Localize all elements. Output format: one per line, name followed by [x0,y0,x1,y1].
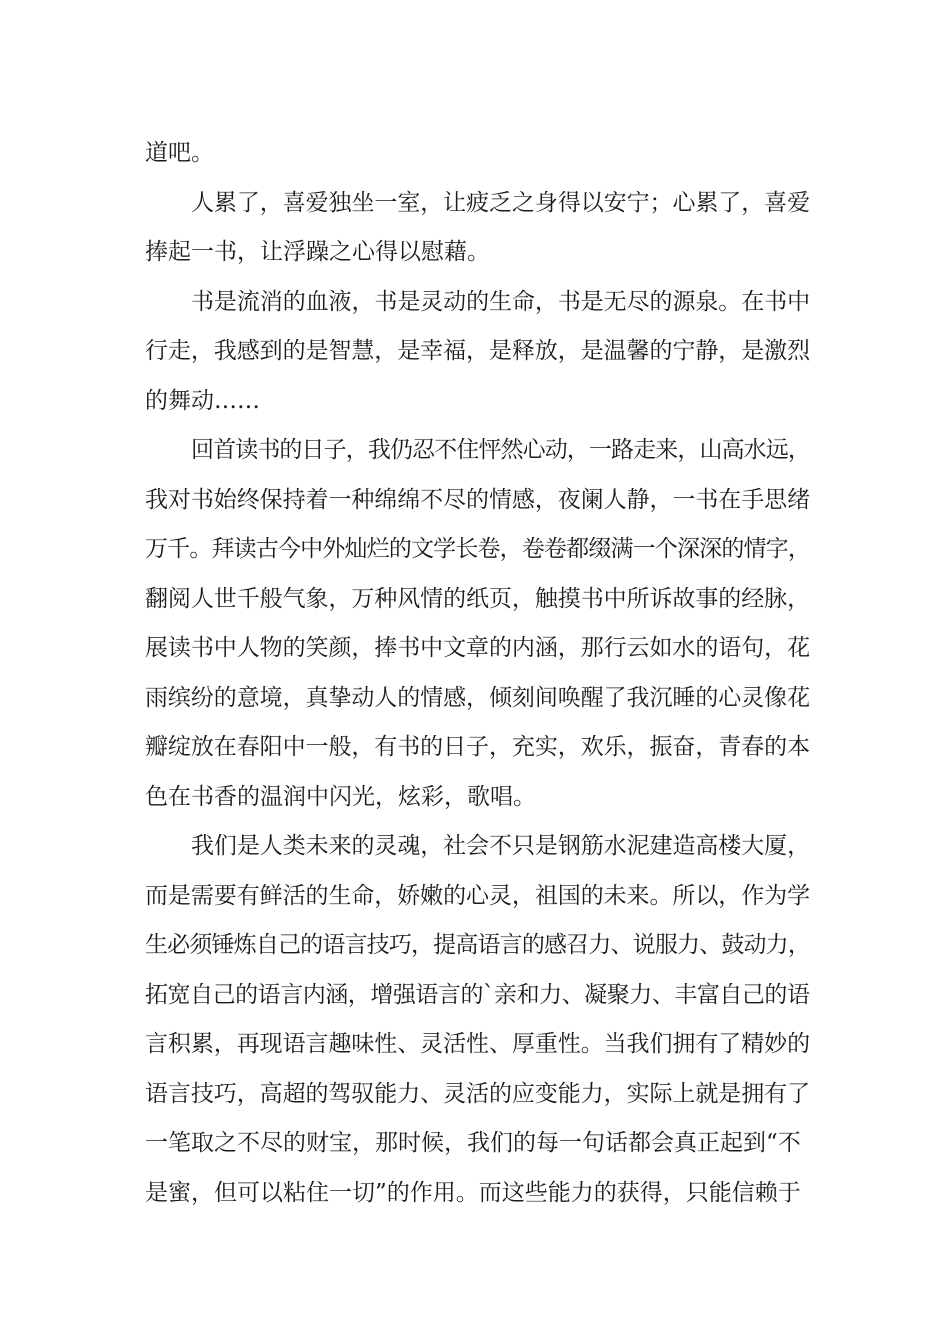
text-line: 行走，我感到的是智慧，是幸福，是释放，是温馨的宁静，是激烈 [145,338,811,364]
text-line: 语言技巧，高超的驾驭能力、灵活的应变能力，实际上就是拥有了 [145,1080,811,1107]
document-body [145,129,810,1218]
text-line: 而是需要有鲜活的生命，娇嫩的心灵，祖国的未来。所以，作为学 [145,882,811,909]
paragraph-4 [145,426,810,822]
text-line: 的舞动…… [145,387,260,414]
text-line: 我们是人类未来的灵魂，社会不只是钢筋水泥建造高楼大厦， [191,833,811,859]
text-line: 生必须锤炼自己的语言技巧，提高语言的感召力、说服力、鼓动力， [145,932,811,958]
text-line: 言积累，再现语言趣味性、灵活性、厚重性。当我们拥有了精妙的 [145,1031,811,1057]
text-line: 拓宽自己的语言内涵，增强语言的`亲和力、凝聚力、丰富自己的语 [145,981,810,1008]
text-line: 回首读书的日子，我仍忍不住怦然心动，一路走来，山高水远， [191,437,811,463]
paragraph-1 [145,129,810,179]
text-line: 一笔取之不尽的财宝，那时候，我们的每一句话都会真正起到“不 [145,1130,801,1156]
text-line: 人累了，喜爱独坐一室，让疲乏之身得以安宁；心累了，喜爱 [191,189,811,216]
text-line: 瓣绽放在春阳中一般，有书的日子，充实，欢乐，振奋，青春的本 [145,734,811,760]
text-line: 捧起一书，让浮躁之心得以慰藉。 [145,239,490,265]
text-line: 我对书始终保持着一种绵绵不尽的情感，夜阑人静，一书在手思绪 [145,486,811,513]
text-line: 书是流消的血液，书是灵动的生命，书是无尽的源泉。在书中 [191,288,811,315]
text-line: 翻阅人世千般气象，万种风情的纸页，触摸书中所诉故事的经脉， [145,585,811,612]
paragraph-5 [145,822,810,1218]
paragraph-3 [145,278,810,427]
text-line: 万千。拜读古今中外灿烂的文学长卷，卷卷都缀满一个深深的情字， [145,536,811,562]
text-line: 道吧。 [145,140,214,166]
text-line: 色在书香的温润中闪光，炫彩，歌唱。 [145,783,536,810]
paragraph-2 [145,179,810,278]
text-line: 是蜜，但可以粘住一切”的作用。而这些能力的获得，只能信赖于 [145,1179,801,1206]
text-line: 雨缤纷的意境，真挚动人的情感，倾刻间唤醒了我沉睡的心灵像花 [145,684,811,711]
text-line: 展读书中人物的笑颜，捧书中文章的内涵，那行云如水的语句，花 [145,635,811,661]
